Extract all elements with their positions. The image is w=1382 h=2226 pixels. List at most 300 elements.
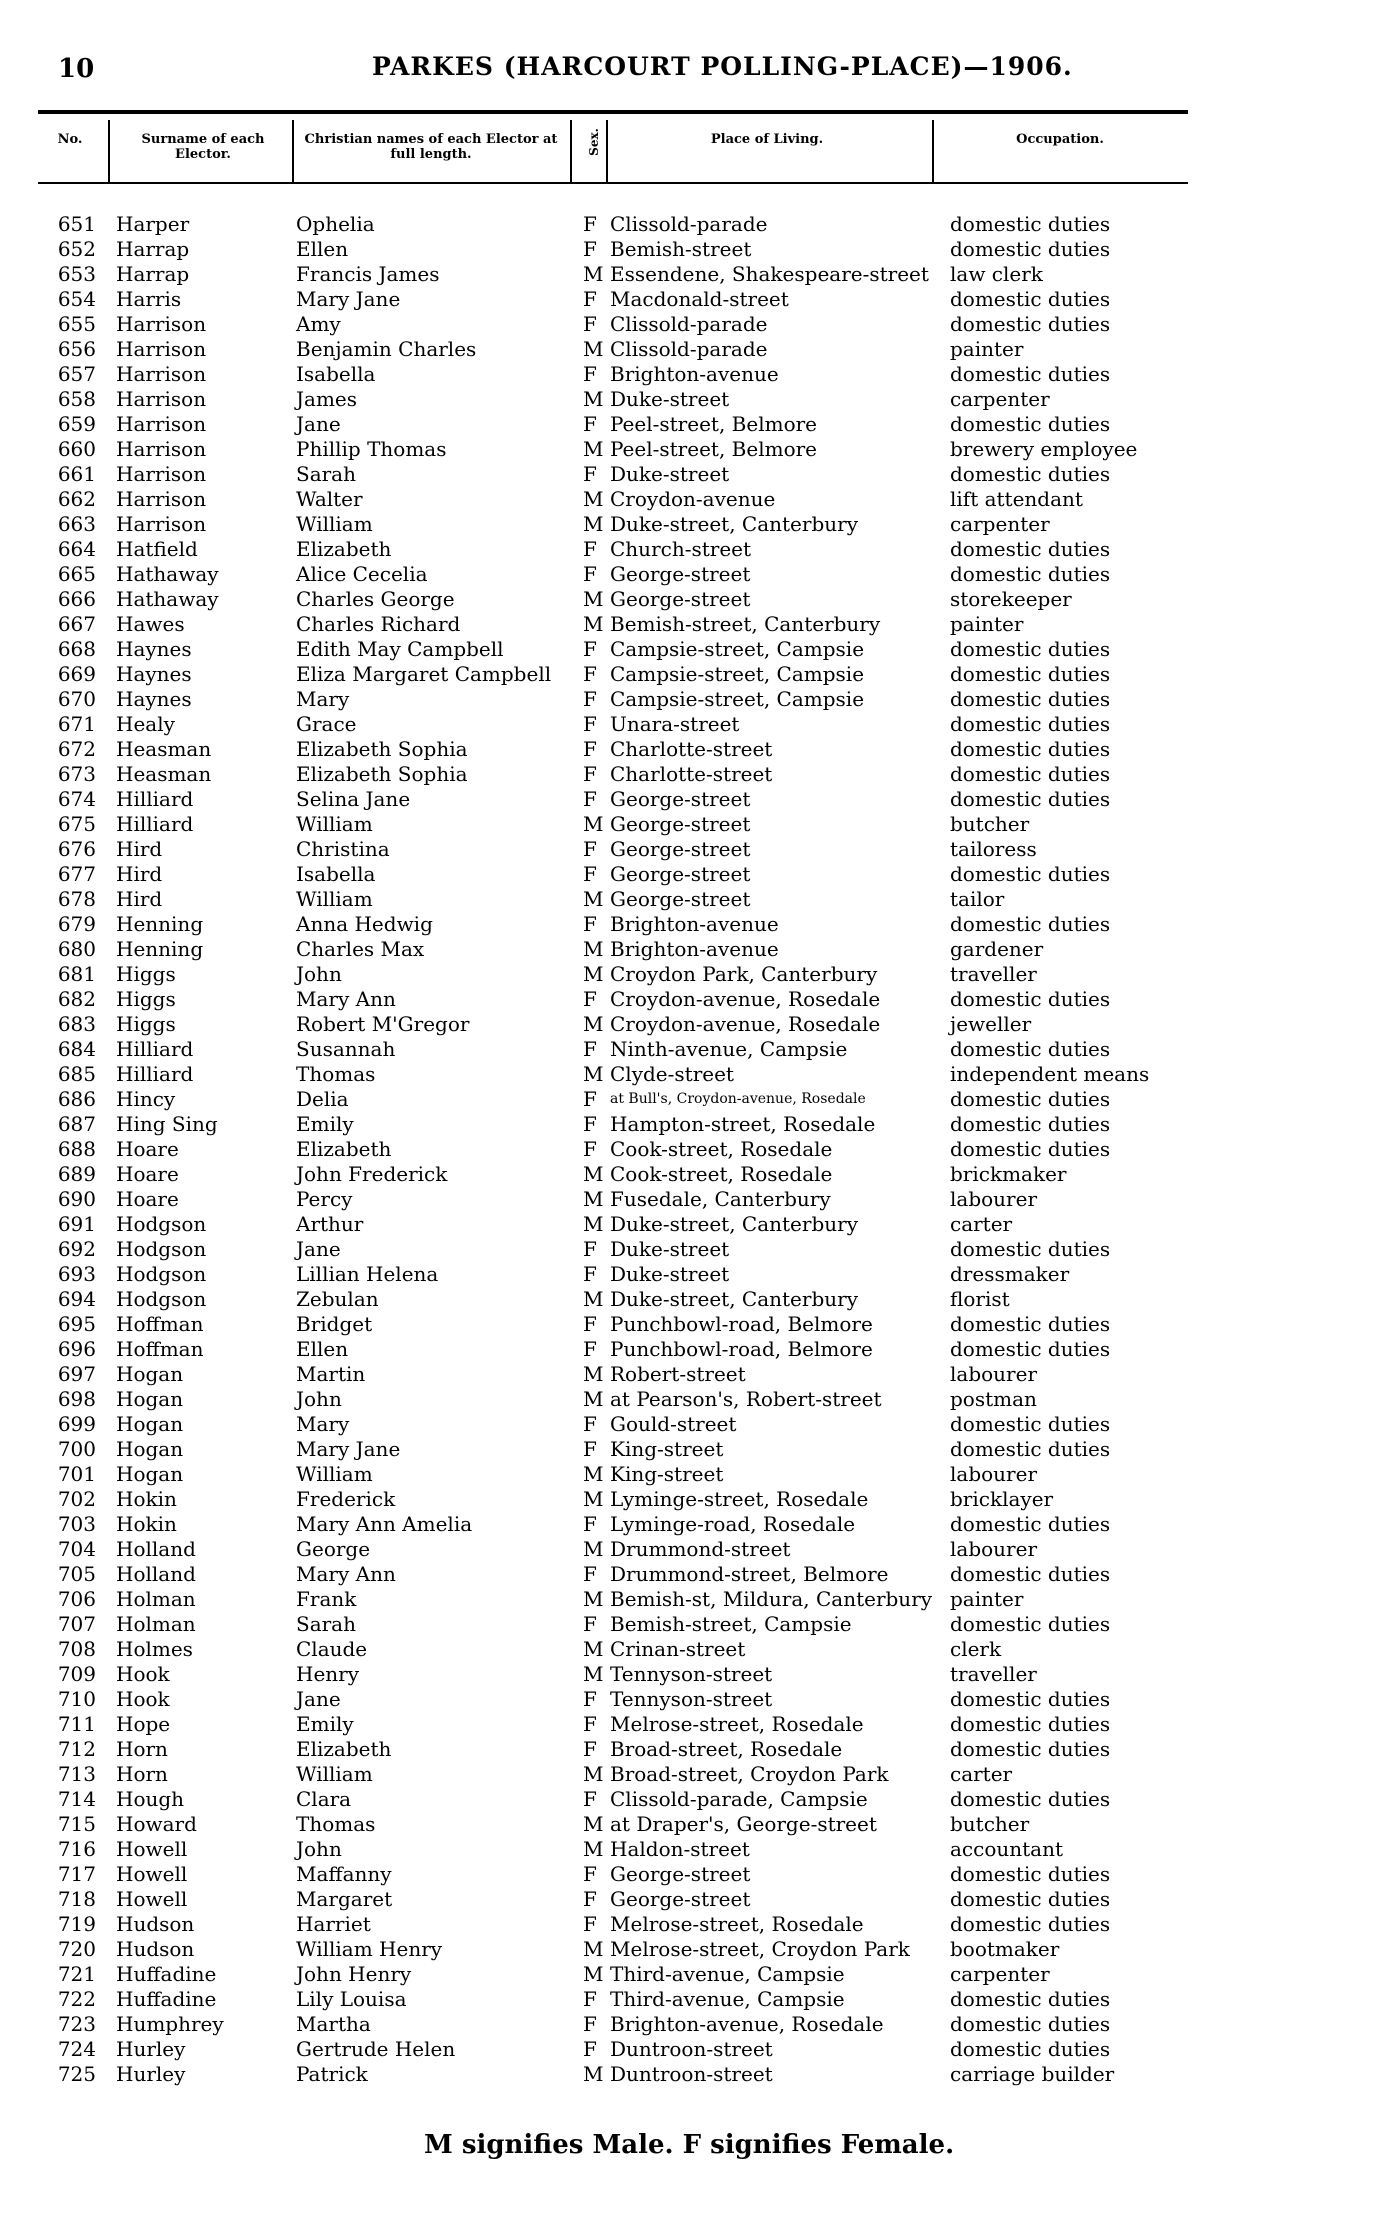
elector-place: Campsie-street, Campsie <box>610 662 865 686</box>
table-row <box>0 962 1382 987</box>
elector-sex: F <box>583 1612 597 1636</box>
header-rule-top <box>38 110 1188 114</box>
elector-number: 687 <box>57 1112 96 1136</box>
elector-sex: M <box>583 1462 604 1486</box>
elector-occupation: independent means <box>950 1062 1150 1086</box>
table-row <box>0 562 1382 587</box>
elector-occupation: domestic duties <box>950 1312 1111 1336</box>
elector-christian-names: Benjamin Charles <box>296 337 477 361</box>
elector-christian-names: Jane <box>296 412 341 436</box>
elector-sex: F <box>583 1137 597 1161</box>
elector-sex: F <box>583 1787 597 1811</box>
elector-surname: Harris <box>116 287 182 311</box>
elector-number: 682 <box>57 987 96 1011</box>
column-divider <box>606 120 608 182</box>
elector-sex: M <box>583 1287 604 1311</box>
table-row <box>0 1312 1382 1337</box>
elector-christian-names: Patrick <box>296 2062 368 2086</box>
elector-christian-names: Mary Ann Amelia <box>296 1512 473 1536</box>
elector-sex: F <box>583 1687 597 1711</box>
elector-christian-names: John <box>296 962 342 986</box>
elector-sex: F <box>583 1437 597 1461</box>
elector-surname: Hird <box>116 887 163 911</box>
elector-number: 673 <box>57 762 96 786</box>
elector-sex: M <box>583 1637 604 1661</box>
elector-place: George-street <box>610 787 751 811</box>
elector-occupation: painter <box>950 337 1024 361</box>
table-row <box>0 1512 1382 1537</box>
elector-place: Campsie-street, Campsie <box>610 687 865 711</box>
elector-occupation: domestic duties <box>950 1137 1111 1161</box>
elector-christian-names: Frederick <box>296 1487 396 1511</box>
elector-occupation: jeweller <box>950 1012 1032 1036</box>
elector-number: 692 <box>57 1237 96 1261</box>
elector-sex: M <box>583 1762 604 1786</box>
table-row <box>0 1587 1382 1612</box>
elector-number: 695 <box>57 1312 96 1336</box>
elector-place: Brighton-avenue <box>610 937 779 961</box>
table-row <box>0 1337 1382 1362</box>
elector-christian-names: William <box>296 512 373 536</box>
elector-number: 684 <box>57 1037 96 1061</box>
elector-place: Duntroon-street <box>610 2062 773 2086</box>
elector-sex: F <box>583 287 597 311</box>
elector-sex: M <box>583 387 604 411</box>
elector-occupation: bricklayer <box>950 1487 1054 1511</box>
elector-number: 713 <box>57 1762 96 1786</box>
elector-christian-names: Martin <box>296 1362 366 1386</box>
elector-place: Duke-street <box>610 1237 730 1261</box>
elector-number: 711 <box>57 1712 96 1736</box>
elector-sex: F <box>583 1712 597 1736</box>
elector-number: 690 <box>57 1187 96 1211</box>
table-row <box>0 1287 1382 1312</box>
column-divider <box>932 120 934 182</box>
elector-surname: Hathaway <box>116 587 219 611</box>
table-row <box>0 1537 1382 1562</box>
elector-number: 675 <box>57 812 96 836</box>
elector-number: 710 <box>57 1687 96 1711</box>
elector-place: Croydon-avenue, Rosedale <box>610 987 881 1011</box>
elector-number: 709 <box>57 1662 96 1686</box>
elector-occupation: domestic duties <box>950 1912 1111 1936</box>
table-row <box>0 612 1382 637</box>
table-row <box>0 1912 1382 1937</box>
elector-christian-names: Susannah <box>296 1037 396 1061</box>
elector-surname: Hilliard <box>116 1037 194 1061</box>
elector-surname: Hogan <box>116 1387 184 1411</box>
page-number: 10 <box>58 54 95 84</box>
table-row <box>0 1087 1382 1112</box>
elector-occupation: domestic duties <box>950 687 1111 711</box>
elector-christian-names: John Henry <box>296 1962 412 1986</box>
elector-sex: M <box>583 1937 604 1961</box>
table-row <box>0 1837 1382 1862</box>
elector-occupation: domestic duties <box>950 412 1111 436</box>
elector-place: George-street <box>610 562 751 586</box>
elector-christian-names: Walter <box>296 487 363 511</box>
elector-sex: M <box>583 887 604 911</box>
elector-number: 666 <box>57 587 96 611</box>
elector-number: 685 <box>57 1062 96 1086</box>
elector-surname: Hoare <box>116 1187 179 1211</box>
elector-surname: Harrison <box>116 412 207 436</box>
elector-place: Clissold-parade <box>610 212 768 236</box>
table-row <box>0 362 1382 387</box>
elector-sex: M <box>583 1162 604 1186</box>
table-row <box>0 387 1382 412</box>
elector-sex: M <box>583 1062 604 1086</box>
elector-christian-names: William <box>296 887 373 911</box>
col-header-sex: Sex. <box>587 128 601 156</box>
elector-place: Cook-street, Rosedale <box>610 1137 833 1161</box>
elector-occupation: domestic duties <box>950 562 1111 586</box>
elector-christian-names: Charles George <box>296 587 455 611</box>
elector-occupation: florist <box>950 1287 1010 1311</box>
elector-sex: F <box>583 1987 597 2011</box>
elector-number: 663 <box>57 512 96 536</box>
elector-place: King-street <box>610 1462 724 1486</box>
table-row <box>0 1637 1382 1662</box>
elector-sex: F <box>583 537 597 561</box>
elector-place: Punchbowl-road, Belmore <box>610 1337 873 1361</box>
elector-occupation: domestic duties <box>950 312 1111 336</box>
elector-place: George-street <box>610 887 751 911</box>
table-row <box>0 762 1382 787</box>
elector-number: 705 <box>57 1562 96 1586</box>
table-row <box>0 1612 1382 1637</box>
elector-number: 718 <box>57 1887 96 1911</box>
elector-place: Hampton-street, Rosedale <box>610 1112 876 1136</box>
elector-place: Lyminge-road, Rosedale <box>610 1512 856 1536</box>
elector-sex: F <box>583 1262 597 1286</box>
elector-christian-names: Mary Ann <box>296 1562 396 1586</box>
elector-number: 712 <box>57 1737 96 1761</box>
elector-number: 715 <box>57 1812 96 1836</box>
elector-sex: M <box>583 1212 604 1236</box>
elector-christian-names: Ellen <box>296 237 349 261</box>
elector-christian-names: Maffanny <box>296 1862 392 1886</box>
elector-surname: Hoare <box>116 1137 179 1161</box>
elector-sex: M <box>583 1662 604 1686</box>
elector-number: 681 <box>57 962 96 986</box>
table-row <box>0 1737 1382 1762</box>
elector-surname: Harrison <box>116 437 207 461</box>
elector-christian-names: Ophelia <box>296 212 375 236</box>
elector-number: 677 <box>57 862 96 886</box>
elector-surname: Hogan <box>116 1462 184 1486</box>
elector-sex: M <box>583 1487 604 1511</box>
elector-christian-names: Edith May Campbell <box>296 637 504 661</box>
elector-christian-names: John Frederick <box>296 1162 448 1186</box>
table-row <box>0 537 1382 562</box>
elector-surname: Holman <box>116 1587 196 1611</box>
elector-christian-names: Sarah <box>296 462 356 486</box>
elector-place: George-street <box>610 862 751 886</box>
elector-number: 717 <box>57 1862 96 1886</box>
elector-sex: F <box>583 1912 597 1936</box>
elector-occupation: butcher <box>950 1812 1030 1836</box>
elector-surname: Hawes <box>116 612 185 636</box>
elector-surname: Heasman <box>116 762 212 786</box>
elector-place: Duke-street <box>610 1262 730 1286</box>
table-row <box>0 1787 1382 1812</box>
table-row <box>0 837 1382 862</box>
elector-occupation: domestic duties <box>950 362 1111 386</box>
elector-occupation: domestic duties <box>950 537 1111 561</box>
elector-surname: Hudson <box>116 1912 195 1936</box>
table-row <box>0 462 1382 487</box>
elector-sex: F <box>583 2012 597 2036</box>
elector-number: 661 <box>57 462 96 486</box>
elector-occupation: domestic duties <box>950 1337 1111 1361</box>
col-header-no: No. <box>57 132 83 147</box>
elector-sex: F <box>583 1512 597 1536</box>
page-title: PARKES (HARCOURT POLLING-PLACE)—1906. <box>372 52 1073 81</box>
elector-surname: Higgs <box>116 987 176 1011</box>
elector-number: 716 <box>57 1837 96 1861</box>
elector-occupation: domestic duties <box>950 1687 1111 1711</box>
elector-place: Brighton-avenue <box>610 912 779 936</box>
elector-christian-names: Jane <box>296 1237 341 1261</box>
elector-occupation: domestic duties <box>950 787 1111 811</box>
table-row <box>0 887 1382 912</box>
elector-surname: Hudson <box>116 1937 195 1961</box>
elector-surname: Haynes <box>116 637 192 661</box>
elector-occupation: carpenter <box>950 387 1050 411</box>
elector-occupation: traveller <box>950 1662 1037 1686</box>
elector-place: Peel-street, Belmore <box>610 412 818 436</box>
elector-place: Croydon-avenue, Rosedale <box>610 1012 881 1036</box>
elector-occupation: domestic duties <box>950 1237 1111 1261</box>
table-row <box>0 1962 1382 1987</box>
elector-christian-names: Alice Cecelia <box>296 562 428 586</box>
elector-place: Brighton-avenue <box>610 362 779 386</box>
elector-christian-names: Jane <box>296 1687 341 1711</box>
table-row <box>0 1187 1382 1212</box>
elector-surname: Hook <box>116 1662 170 1686</box>
elector-number: 696 <box>57 1337 96 1361</box>
elector-place: Charlotte-street <box>610 762 773 786</box>
table-row <box>0 1037 1382 1062</box>
elector-number: 659 <box>57 412 96 436</box>
elector-occupation: domestic duties <box>950 862 1111 886</box>
elector-occupation: domestic duties <box>950 1737 1111 1761</box>
elector-sex: F <box>583 1037 597 1061</box>
elector-surname: Hokin <box>116 1487 177 1511</box>
elector-sex: F <box>583 312 597 336</box>
elector-place: Duntroon-street <box>610 2037 773 2061</box>
elector-christian-names: Lillian Helena <box>296 1262 439 1286</box>
elector-number: 671 <box>57 712 96 736</box>
elector-place: Clyde-street <box>610 1062 734 1086</box>
elector-sex: F <box>583 1237 597 1261</box>
table-row <box>0 1487 1382 1512</box>
elector-surname: Henning <box>116 912 204 936</box>
elector-place: Punchbowl-road, Belmore <box>610 1312 873 1336</box>
elector-occupation: domestic duties <box>950 1612 1111 1636</box>
elector-surname: Hird <box>116 837 163 861</box>
elector-christian-names: Ellen <box>296 1337 349 1361</box>
elector-occupation: domestic duties <box>950 1512 1111 1536</box>
elector-occupation: brewery employee <box>950 437 1138 461</box>
elector-christian-names: Mary Jane <box>296 1437 401 1461</box>
elector-occupation: law clerk <box>950 262 1043 286</box>
elector-occupation: domestic duties <box>950 712 1111 736</box>
elector-place: Croydon-avenue <box>610 487 776 511</box>
col-header-occupation: Occupation. <box>1016 132 1104 147</box>
elector-sex: M <box>583 962 604 986</box>
table-row <box>0 712 1382 737</box>
elector-surname: Holman <box>116 1612 196 1636</box>
table-row <box>0 1362 1382 1387</box>
elector-sex: F <box>583 1562 597 1586</box>
elector-place: Ninth-avenue, Campsie <box>610 1037 848 1061</box>
elector-number: 725 <box>57 2062 96 2086</box>
elector-surname: Hilliard <box>116 812 194 836</box>
table-row <box>0 237 1382 262</box>
elector-sex: F <box>583 462 597 486</box>
elector-occupation: dressmaker <box>950 1262 1070 1286</box>
elector-place: Broad-street, Croydon Park <box>610 1762 889 1786</box>
elector-christian-names: Percy <box>296 1187 353 1211</box>
table-row <box>0 1262 1382 1287</box>
elector-number: 667 <box>57 612 96 636</box>
elector-number: 657 <box>57 362 96 386</box>
table-row <box>0 487 1382 512</box>
table-row <box>0 787 1382 812</box>
elector-place: Campsie-street, Campsie <box>610 637 865 661</box>
table-row <box>0 312 1382 337</box>
elector-christian-names: Harriet <box>296 1912 371 1936</box>
elector-occupation: domestic duties <box>950 1412 1111 1436</box>
elector-place: Bemish-st, Mildura, Canterbury <box>610 1587 933 1611</box>
elector-occupation: carter <box>950 1212 1013 1236</box>
elector-surname: Harrison <box>116 362 207 386</box>
elector-sex: F <box>583 687 597 711</box>
elector-place: at Bull's, Croydon-avenue, Rosedale <box>610 1091 866 1107</box>
elector-number: 720 <box>57 1937 96 1961</box>
table-row <box>0 1687 1382 1712</box>
elector-place: Duke-street, Canterbury <box>610 512 858 536</box>
elector-christian-names: John <box>296 1387 342 1411</box>
elector-place: Clissold-parade, Campsie <box>610 1787 868 1811</box>
table-row <box>0 1887 1382 1912</box>
elector-surname: Hook <box>116 1687 170 1711</box>
elector-number: 662 <box>57 487 96 511</box>
elector-number: 719 <box>57 1912 96 1936</box>
elector-place: George-street <box>610 1887 751 1911</box>
elector-place: Clissold-parade <box>610 337 768 361</box>
elector-surname: Hoffman <box>116 1337 204 1361</box>
elector-number: 723 <box>57 2012 96 2036</box>
elector-surname: Hogan <box>116 1362 184 1386</box>
elector-occupation: domestic duties <box>950 1862 1111 1886</box>
elector-number: 655 <box>57 312 96 336</box>
elector-surname: Hogan <box>116 1412 184 1436</box>
elector-place: Duke-street <box>610 462 730 486</box>
elector-sex: F <box>583 762 597 786</box>
elector-christian-names: Gertrude Helen <box>296 2037 456 2061</box>
elector-surname: Harrison <box>116 337 207 361</box>
elector-occupation: butcher <box>950 812 1030 836</box>
elector-place: Macdonald-street <box>610 287 789 311</box>
elector-occupation: domestic duties <box>950 1562 1111 1586</box>
elector-christian-names: Sarah <box>296 1612 356 1636</box>
elector-number: 664 <box>57 537 96 561</box>
elector-sex: M <box>583 487 604 511</box>
table-row <box>0 2062 1382 2087</box>
table-row <box>0 1462 1382 1487</box>
col-header-place: Place of Living. <box>710 132 824 147</box>
elector-christian-names: Selina Jane <box>296 787 411 811</box>
elector-occupation: domestic duties <box>950 212 1111 236</box>
elector-occupation: domestic duties <box>950 912 1111 936</box>
elector-place: at Pearson's, Robert-street <box>610 1387 882 1411</box>
elector-number: 703 <box>57 1512 96 1536</box>
elector-surname: Horn <box>116 1737 168 1761</box>
elector-christian-names: Christina <box>296 837 390 861</box>
elector-number: 656 <box>57 337 96 361</box>
elector-place: George-street <box>610 587 751 611</box>
elector-place: King-street <box>610 1437 724 1461</box>
elector-occupation: painter <box>950 1587 1024 1611</box>
elector-number: 678 <box>57 887 96 911</box>
elector-christian-names: Amy <box>296 312 341 336</box>
elector-surname: Holland <box>116 1562 196 1586</box>
table-row <box>0 2037 1382 2062</box>
col-header-christian: Christian names of each Elector at full length. <box>304 132 558 162</box>
elector-sex: M <box>583 1962 604 1986</box>
elector-place: Croydon Park, Canterbury <box>610 962 878 986</box>
elector-christian-names: William <box>296 1762 373 1786</box>
elector-number: 701 <box>57 1462 96 1486</box>
elector-christian-names: Martha <box>296 2012 371 2036</box>
table-row <box>0 1212 1382 1237</box>
elector-sex: F <box>583 212 597 236</box>
elector-christian-names: Emily <box>296 1712 354 1736</box>
elector-sex: M <box>583 2062 604 2086</box>
elector-number: 653 <box>57 262 96 286</box>
elector-christian-names: Isabella <box>296 362 376 386</box>
elector-place: Haldon-street <box>610 1837 750 1861</box>
table-row <box>0 1812 1382 1837</box>
sex-legend: M signifies Male. F signifies Female. <box>424 2130 955 2160</box>
elector-sex: F <box>583 662 597 686</box>
elector-number: 714 <box>57 1787 96 1811</box>
elector-sex: M <box>583 337 604 361</box>
elector-place: Duke-street, Canterbury <box>610 1287 858 1311</box>
elector-christian-names: James <box>296 387 358 411</box>
elector-place: Duke-street <box>610 387 730 411</box>
elector-christian-names: George <box>296 1537 371 1561</box>
table-row <box>0 1762 1382 1787</box>
elector-occupation: domestic duties <box>950 1787 1111 1811</box>
elector-sex: F <box>583 1412 597 1436</box>
elector-occupation: domestic duties <box>950 662 1111 686</box>
elector-place: Essendene, Shakespeare-street <box>610 262 929 286</box>
elector-surname: Harrap <box>116 237 190 261</box>
elector-surname: Hilliard <box>116 1062 194 1086</box>
elector-place: Crinan-street <box>610 1637 746 1661</box>
elector-place: George-street <box>610 812 751 836</box>
elector-christian-names: Elizabeth Sophia <box>296 737 468 761</box>
elector-place: Drummond-street, Belmore <box>610 1562 889 1586</box>
elector-number: 686 <box>57 1087 96 1111</box>
elector-christian-names: Thomas <box>296 1062 376 1086</box>
elector-sex: F <box>583 1112 597 1136</box>
elector-number: 721 <box>57 1962 96 1986</box>
